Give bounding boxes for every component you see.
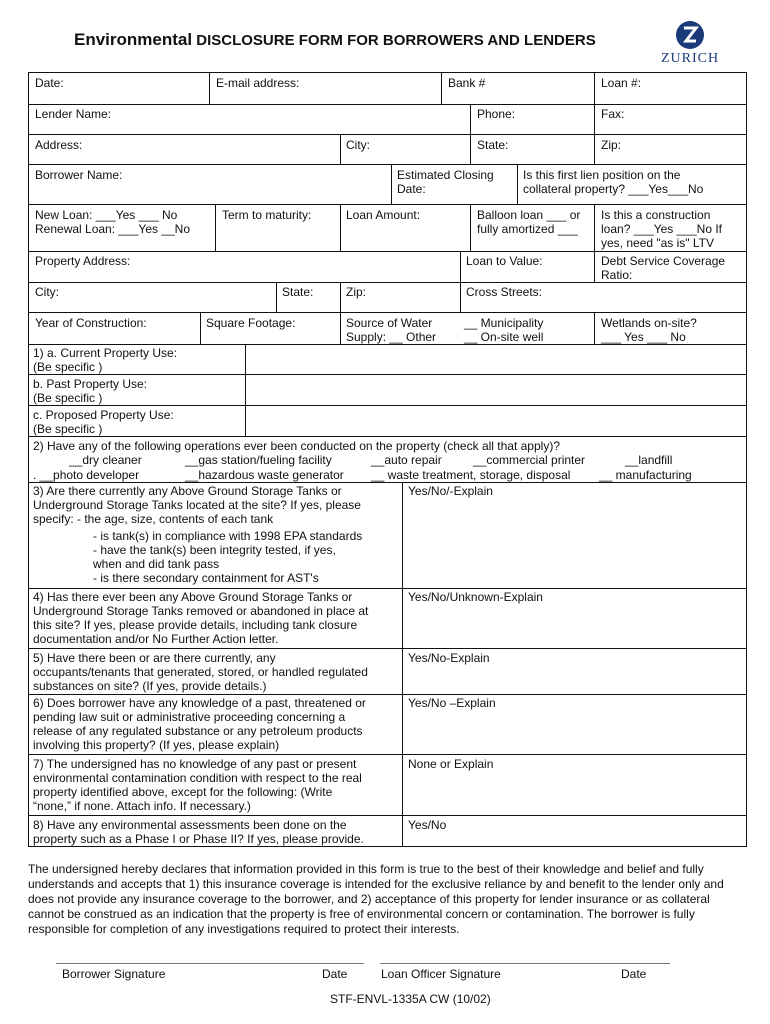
first-lien-question: Is this first lien position on the collateral property? ___Yes___No	[523, 168, 704, 196]
wetlands-question: Wetlands on-site? ___ Yes ___ No	[601, 316, 697, 344]
zip-label: Zip:	[601, 138, 622, 152]
q3-bullets: - is tank(s) in compliance with 1998 EPA standards - have the tank(s) been integrity tested, if yes, when and did tank pass - is there secondary containment for AST's	[93, 529, 363, 585]
zurich-logo	[654, 20, 726, 70]
q8-answer-label: Yes/No	[408, 818, 447, 832]
q8-question: 8) Have any environmental assessments been done on the property such as a Phase I or Phase II? If yes, please provide.	[33, 818, 364, 846]
email-label: E-mail address:	[216, 76, 300, 90]
zurich-z-icon	[675, 20, 705, 50]
address-label: Address:	[35, 138, 83, 152]
q2-option: . __photo developer	[33, 468, 140, 482]
q6-answer-label: Yes/No –Explain	[408, 696, 496, 710]
title-lead: Environmental	[74, 30, 193, 49]
q5-answer-label: Yes/No-Explain	[408, 651, 490, 665]
construction-loan-question: Is this a construction loan? ___Yes ___No If yes, need "as is" LTV	[601, 208, 722, 250]
loan-number-label: Loan #:	[601, 76, 642, 90]
estimated-closing-label: Estimated Closing Date:	[397, 168, 494, 196]
cross-streets-label: Cross Streets:	[466, 285, 543, 299]
lender-name-label: Lender Name:	[35, 107, 112, 121]
fax-label: Fax:	[601, 107, 625, 121]
q2-option: __ waste treatment, storage, disposal	[371, 468, 571, 482]
q2-question: 2) Have any of the following operations ever been conducted on the property (check all that apply)?	[33, 439, 560, 453]
title-rest: DISCLOSURE FORM FOR BORROWERS AND LENDERS	[192, 32, 596, 49]
water-options: __ Municipality __ On-site well	[464, 316, 544, 344]
q2-option: __gas station/fueling facility	[185, 453, 332, 467]
term-label: Term to maturity:	[222, 208, 312, 222]
state-label: State:	[477, 138, 509, 152]
q3-question: 3) Are there currently any Above Ground Storage Tanks or Underground Storage Tanks located at the site? If yes, please specify: - the age, size, contents of each tank	[33, 484, 361, 526]
date-label: Date:	[35, 76, 64, 90]
q2-option: __auto repair	[371, 453, 442, 467]
officer-date-label: Date	[621, 967, 647, 981]
q5-question: 5) Have there been or are there currently, any occupants/tenants that generated, stored, or handled regulated substances on site? (If yes, provide details.)	[33, 651, 368, 693]
property-address-label: Property Address:	[35, 254, 131, 268]
q2-option: __ manufacturing	[599, 468, 692, 482]
q7-answer-label: None or Explain	[408, 757, 494, 771]
q7-question: 7) The undersigned has no knowledge of any past or present environmental contamination condition with respect to the real property identified above, except for the following: (Write “none,” if none. Attach info. If necessary.)	[33, 757, 362, 813]
phone-label: Phone:	[477, 107, 516, 121]
q2-option: __commercial printer	[473, 453, 586, 467]
q2-option: __landfill	[625, 453, 673, 467]
q6-question: 6) Does borrower have any knowledge of a past, threatened or pending law suit or administrative proceeding concerning a release of any regulated substance or any petroleum products involving this property? (If yes, please explain)	[33, 696, 366, 752]
loan-officer-signature-label: Loan Officer Signature	[381, 967, 501, 981]
city-label: City:	[346, 138, 370, 152]
state2-label: State:	[282, 285, 314, 299]
dscr-label: Debt Service Coverage Ratio:	[601, 254, 726, 282]
water-source-label: Source of Water Supply: __ Other	[346, 316, 437, 344]
q2-option: __dry cleaner	[69, 453, 142, 467]
borrower-date-label: Date	[322, 967, 348, 981]
balloon-loan: Balloon loan ___ or fully amortized ___	[477, 208, 581, 236]
q4-answer-label: Yes/No/Unknown-Explain	[408, 590, 543, 604]
q3-answer-label: Yes/No/-Explain	[408, 484, 493, 498]
new-renewal-loan: New Loan: ___Yes ___ No Renewal Loan: ___Yes __No	[35, 208, 191, 236]
square-footage-label: Square Footage:	[206, 316, 296, 330]
declaration-text: The undersigned hereby declares that information provided in this form is true to the best of their knowledge and belief and fully understands and accepts that 1) this insurance coverage is intended for the exclusive reliance by and benefit to the lender only and does not provide any insurance coverage to the borrower, and 2) acceptance of this property for lender insurance or as collateral cannot be construed as an indication that the property is free of environmental concern or contamination. The borrower is fully responsible for completion of any investigations required to protect their interests.	[28, 862, 724, 936]
city2-label: City:	[35, 285, 59, 299]
bank-label: Bank #	[448, 76, 486, 90]
loan-amount-label: Loan Amount:	[346, 208, 421, 222]
form-title	[74, 30, 596, 50]
q2-option: __hazardous waste generator	[185, 468, 344, 482]
q4-question: 4) Has there ever been any Above Ground Storage Tanks or Underground Storage Tanks removed or abandoned in place at this site? If yes, please provide details, including tank closure documentation and/or No Further Action letter.	[33, 590, 369, 646]
past-use-label: b. Past Property Use: (Be specific )	[33, 377, 148, 405]
form-code: STF-ENVL-1335A CW (10/02)	[330, 992, 491, 1006]
loan-to-value-label: Loan to Value:	[466, 254, 543, 268]
current-use-label: 1) a. Current Property Use: (Be specific )	[33, 346, 178, 374]
borrower-name-label: Borrower Name:	[35, 168, 123, 182]
logo-wordmark: ZURICH	[660, 51, 720, 66]
proposed-use-label: c. Proposed Property Use: (Be specific )	[33, 408, 174, 436]
borrower-signature-label: Borrower Signature	[62, 967, 166, 981]
year-construction-label: Year of Construction:	[35, 316, 147, 330]
zip2-label: Zip:	[346, 285, 367, 299]
